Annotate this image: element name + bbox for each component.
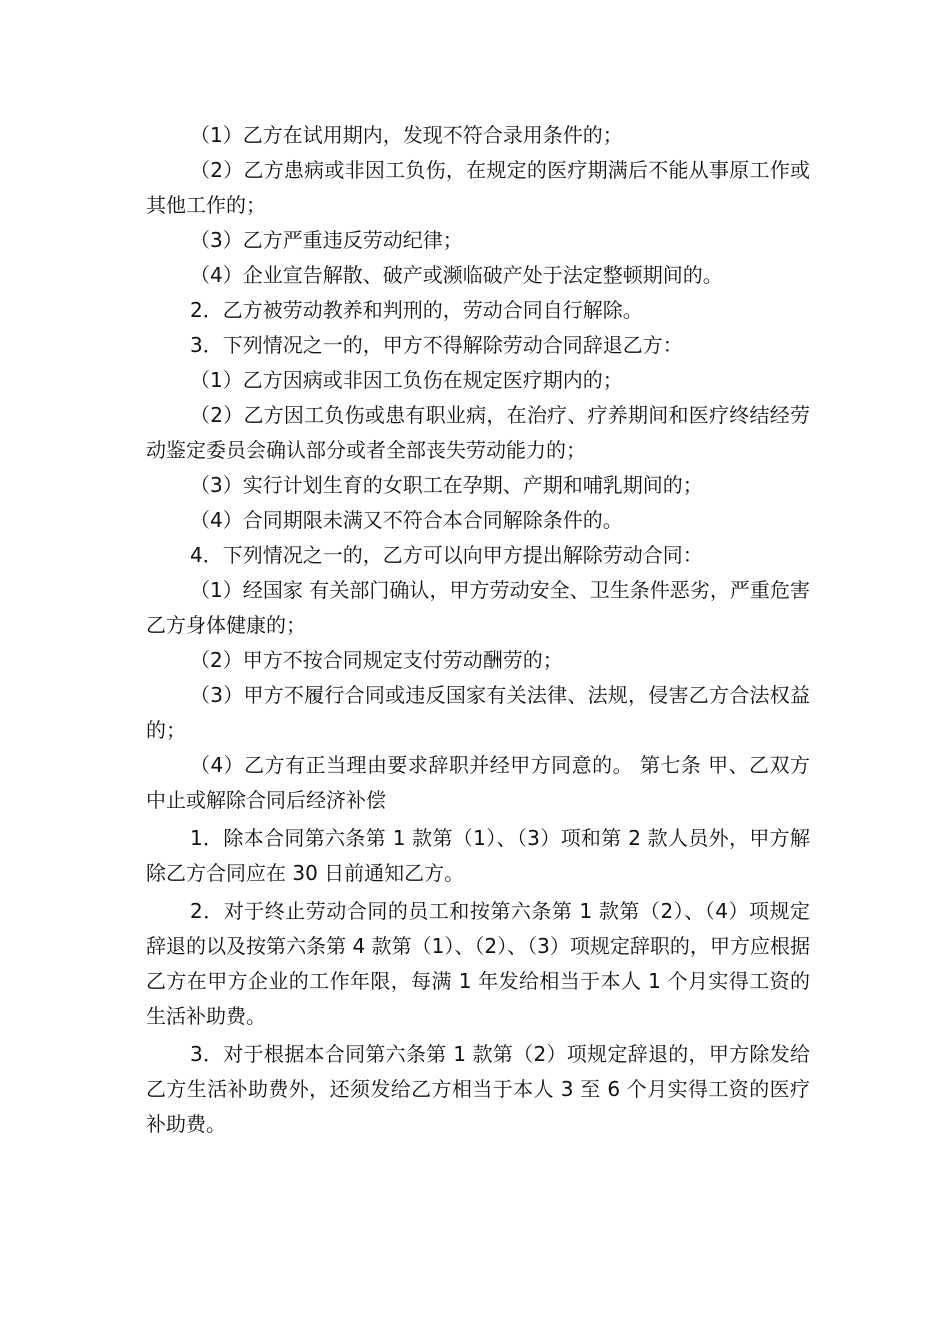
clause-section-2: 2．乙方被劳动教养和判刑的，劳动合同自行解除。 — [190, 298, 643, 322]
clause-item-2: （2）乙方患病或非因工负伤，在规定的医疗期满后不能从事原工作或其他工作的； — [146, 158, 810, 217]
document-page — [146, 118, 810, 1142]
clause-item-3-1: （1）乙方因病或非因工负伤在规定医疗期内的； — [190, 368, 623, 392]
clause-item-4-2: （2）甲方不按合同规定支付劳动酬劳的； — [190, 648, 563, 672]
clause-item-1: （1）乙方在试用期内，发现不符合录用条件的； — [190, 123, 623, 147]
clause-item-4-4: （4）乙方有正当理由要求辞职并经甲方同意的。 第七条 甲、乙双方中止或解除合同后经济补偿 — [146, 753, 810, 812]
clause-item-4-1: （1）经国家 有关部门确认，甲方劳动安全、卫生条件恶劣，严重危害乙方身体健康的； — [146, 578, 810, 637]
compensation-section-1: 1．除本合同第六条第 1 款第（1）、（3）项和第 2 款人员外，甲方解除乙方合同应在 30 日前通知乙方。 — [146, 826, 810, 885]
clause-item-3-2: （2）乙方因工负伤或患有职业病，在治疗、疗养期间和医疗终结经劳动鉴定委员会确认部分或者全部丧失劳动能力的； — [146, 403, 810, 462]
clause-section-3: 3．下列情况之一的，甲方不得解除劳动合同辞退乙方： — [190, 333, 683, 357]
compensation-section-2: 2．对于终止劳动合同的员工和按第六条第 1 款第（2）、（4）项规定辞退的以及按第六条第 4 款第（1）、（2）、（3）项规定辞职的，甲方应根据乙方在甲方企业的工作年限，每满 1 年发给相当于本人 1 个月实得工资的生活补助费。 — [146, 899, 810, 1028]
compensation-section-3: 3．对于根据本合同第六条第 1 款第（2）项规定辞退的，甲方除发给乙方生活补助费外，还须发给乙方相当于本人 3 至 6 个月实得工资的医疗补助费。 — [146, 1042, 810, 1136]
clause-section-4: 4．下列情况之一的，乙方可以向甲方提出解除劳动合同： — [190, 543, 703, 567]
clause-item-3: （3）乙方严重违反劳动纪律； — [190, 228, 463, 252]
clause-item-4: （4）企业宣告解散、破产或濒临破产处于法定整顿期间的。 — [190, 263, 723, 287]
clause-item-4-3: （3）甲方不履行合同或违反国家有关法律、法规，侵害乙方合法权益的； — [146, 683, 810, 742]
clause-item-3-4: （4）合同期限未满又不符合本合同解除条件的。 — [190, 508, 623, 532]
clause-item-3-3: （3）实行计划生育的女职工在孕期、产期和哺乳期间的； — [190, 473, 703, 497]
